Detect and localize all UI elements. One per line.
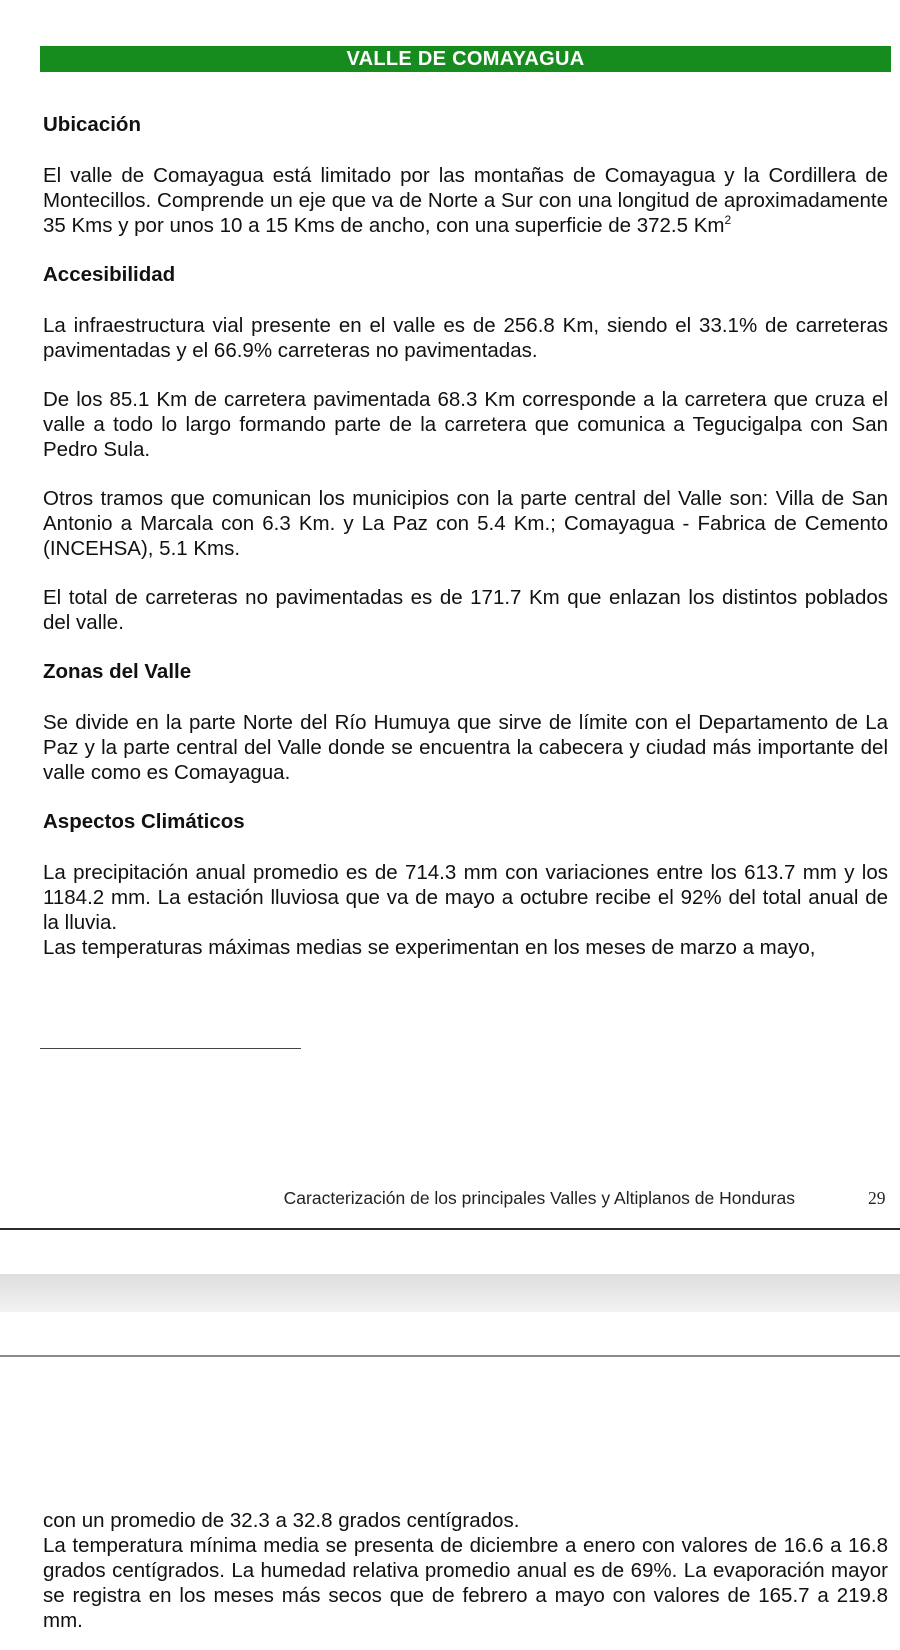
section-title-bar: VALLE DE COMAYAGUA xyxy=(40,46,891,72)
paragraph-accesibilidad-1: La infraestructura vial presente en el valle es de 256.8 Km, siendo el 33.1% de carreteras pavimentadas y el 66.9% carreteras no pavimentadas. xyxy=(43,314,888,362)
page-break-gap xyxy=(0,1274,900,1312)
heading-zonas: Zonas del Valle xyxy=(43,660,192,683)
footnote-separator xyxy=(40,1048,301,1049)
paragraph-ubicacion-text: El valle de Comayagua está limitado por las montañas de Comayagua y la Cordillera de Montecillos. Comprende un eje que va de Norte a Sur con una longitud de aproximadamente 35 Kms y por unos 10 a 15 Kms de ancho, con una superficie de 372.5 Km xyxy=(43,164,888,237)
paragraph-continuation-2: La temperatura mínima media se presenta de diciembre a enero con valores de 16.6 a 16.8 grados centígrados. La humedad relativa promedio anual es de 69%. La evaporación mayor se registra en los meses más secos que de febrero a mayo con valores de 165.7 a 219.8 mm. xyxy=(43,1534,888,1632)
heading-accesibilidad: Accesibilidad xyxy=(43,263,176,286)
paragraph-accesibilidad-2: De los 85.1 Km de carretera pavimentada 68.3 Km corresponde a la carretera que cruza el valle a todo lo largo formando parte de la carretera que comunica a Tegucigalpa con San Pedro Sula. xyxy=(43,388,888,461)
next-page-content xyxy=(43,1508,888,1633)
page-footer-text: Caracterización de los principales Valles y Altiplanos de Honduras xyxy=(283,1188,795,1208)
next-page-top-rule xyxy=(0,1355,900,1357)
page-bottom-rule xyxy=(0,1228,900,1230)
page-number: 29 xyxy=(868,1188,886,1208)
page-content xyxy=(43,112,888,960)
paragraph-ubicacion xyxy=(43,163,888,238)
superscript-squared: 2 xyxy=(724,213,732,228)
paragraph-accesibilidad-3: Otros tramos que comunican los municipios con la parte central del Valle son: Villa de San Antonio a Marcala con 6.3 Km. y La Paz con 5.4 Km.; Comayagua - Fabrica de Cemento (INCEHSA), 5.1 Kms. xyxy=(43,487,888,560)
paragraph-clima-2: Las temperaturas máximas medias se experimentan en los meses de marzo a mayo, xyxy=(43,936,816,959)
heading-ubicacion: Ubicación xyxy=(43,113,141,136)
paragraph-clima-1: La precipitación anual promedio es de 714.3 mm con variaciones entre los 613.7 mm y los 1184.2 mm. La estación lluviosa que va de mayo a octubre recibe el 92% del total anual de la lluvia. xyxy=(43,861,888,934)
paragraph-accesibilidad-4: El total de carreteras no pavimentadas es de 171.7 Km que enlazan los distintos poblados del valle. xyxy=(43,586,888,634)
heading-clima: Aspectos Climáticos xyxy=(43,810,245,833)
paragraph-zonas: Se divide en la parte Norte del Río Humuya que sirve de límite con el Departamento de La Paz y la parte central del Valle donde se encuentra la cabecera y ciudad más importante del valle como es Comayagua. xyxy=(43,711,888,784)
paragraph-continuation-1: con un promedio de 32.3 a 32.8 grados centígrados. xyxy=(43,1509,520,1532)
